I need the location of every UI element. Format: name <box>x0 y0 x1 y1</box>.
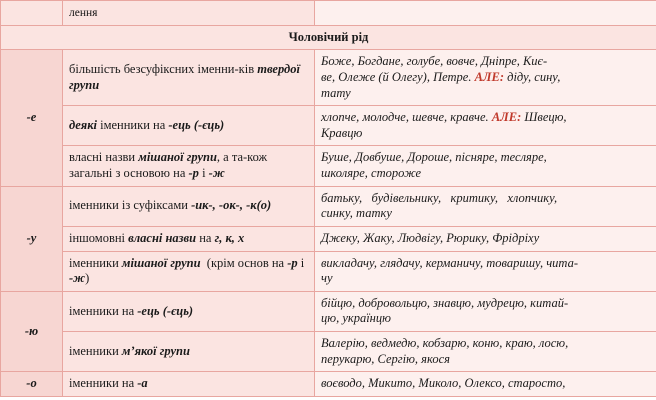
cut-top-label: лення <box>69 7 98 19</box>
example-line: Кравцю <box>321 125 363 140</box>
example-line: Боже, Богдане, голубе, вовче, Дніпре, Киє- <box>321 54 548 69</box>
table-row <box>1 50 656 106</box>
example-line: цю, українцю <box>321 311 391 326</box>
section-header-masculine: Чоловічий рід <box>1 25 656 50</box>
example-line: тату <box>321 85 351 100</box>
examples-cell <box>315 226 656 251</box>
table-row <box>1 251 656 291</box>
ending-cell-u: -у <box>1 186 63 291</box>
rule-cell: іменники м’якої групи <box>63 332 315 372</box>
example-line: чу <box>321 271 333 286</box>
table-row <box>1 291 656 331</box>
example-line: Валерію, ведмедю, кобзарю, коню, краю, лосю, <box>321 336 569 350</box>
rule-emphasis: деякі <box>69 117 97 132</box>
rule-suffix: -ець (-єць) <box>137 303 194 318</box>
rule-emphasis: мішаної групи <box>121 255 201 270</box>
example-line: перукарю, Сергію, якося <box>321 351 450 366</box>
examples-cell <box>315 251 656 291</box>
rule-suffix: -а <box>137 376 148 391</box>
example-line: викладачу, глядачу, керманичу, товаришу, чита- <box>321 255 579 270</box>
section-header-row <box>1 25 656 50</box>
rule-suffix: -ик-, -ок-, -к(о) <box>191 198 272 213</box>
rule-cell: власні назви мішаної групи, а та-кож загальні з основою на -р і -ж <box>63 146 315 186</box>
example-line: школяре, стороже <box>321 166 422 180</box>
cut-top-examples-cell <box>315 1 656 26</box>
table-row <box>1 146 656 186</box>
examples-cell <box>315 50 656 106</box>
rule-suffix: -р <box>287 255 298 270</box>
example-line: синку, татку <box>321 206 392 221</box>
example-line: воєводо, Микито, Миколо, Олексо, старосто, <box>321 376 566 391</box>
rule-cell: деякі іменники на -ець (-єць) <box>63 106 315 146</box>
rule-cell: іменники мішаної групи (крім основ на -р і -ж) <box>63 251 315 291</box>
rule-emphasis: м’якої групи <box>121 343 190 358</box>
cut-top-ending-cell <box>1 1 63 26</box>
rule-emphasis: власні назви <box>128 230 197 245</box>
examples-cell <box>315 332 656 372</box>
examples-cell <box>315 186 656 226</box>
rule-cell: іменники на -а <box>63 372 315 397</box>
rule-cell: іменники із суфіксами -ик-, -ок-, -к(о) <box>63 186 315 226</box>
rule-cell: іменники на -ець (-єць) <box>63 291 315 331</box>
rule-suffix: -ж <box>69 271 86 286</box>
example-line: батьку, будівельнику, критику, хлопчику, <box>321 190 558 205</box>
example-line: хлопче, молодче, шевче, кравче. АЛЕ: Швецю, <box>321 110 567 125</box>
examples-cell <box>315 106 656 146</box>
ending-cell-yu: -ю <box>1 291 63 372</box>
examples-cell <box>315 146 656 186</box>
table-row <box>1 332 656 372</box>
table-row <box>1 372 656 397</box>
rule-suffix: -р <box>188 166 199 180</box>
exception-marker: АЛЕ: <box>491 110 522 125</box>
rule-suffix: г, к, х <box>214 230 245 245</box>
rule-cell: іншомовні власні назви на г, к, х <box>63 226 315 251</box>
cut-top-rule-cell <box>63 1 315 26</box>
ending-cell-o: -о <box>1 372 63 397</box>
table-row <box>1 186 656 226</box>
rule-emphasis: твердої групи <box>69 62 300 92</box>
examples-cell <box>315 372 656 397</box>
example-line: ве, Олеже (й Олегу), Петре. АЛЕ: діду, сину, <box>321 69 561 84</box>
rule-emphasis: мішаної групи <box>138 150 217 165</box>
table-row <box>1 226 656 251</box>
exception-marker: АЛЕ: <box>474 69 505 84</box>
table-row <box>1 106 656 146</box>
table-row-cut-top <box>1 1 656 26</box>
example-line: бійцю, добровольцю, знавцю, мудрецю, китай- <box>321 295 569 310</box>
ending-cell-e: -е <box>1 50 63 186</box>
rule-suffix: -ець (-єць) <box>168 117 225 132</box>
rule-suffix: -ж <box>208 166 225 180</box>
examples-cell <box>315 291 656 331</box>
example-line: Джеку, Жаку, Людвігу, Рюрику, Фрідріху <box>321 230 540 245</box>
example-line: Буше, Довбуше, Дороше, пісняре, тесляре, <box>321 150 547 165</box>
rule-cell: більшість безсуфіксних іменни-ків твердої групи <box>63 50 315 106</box>
